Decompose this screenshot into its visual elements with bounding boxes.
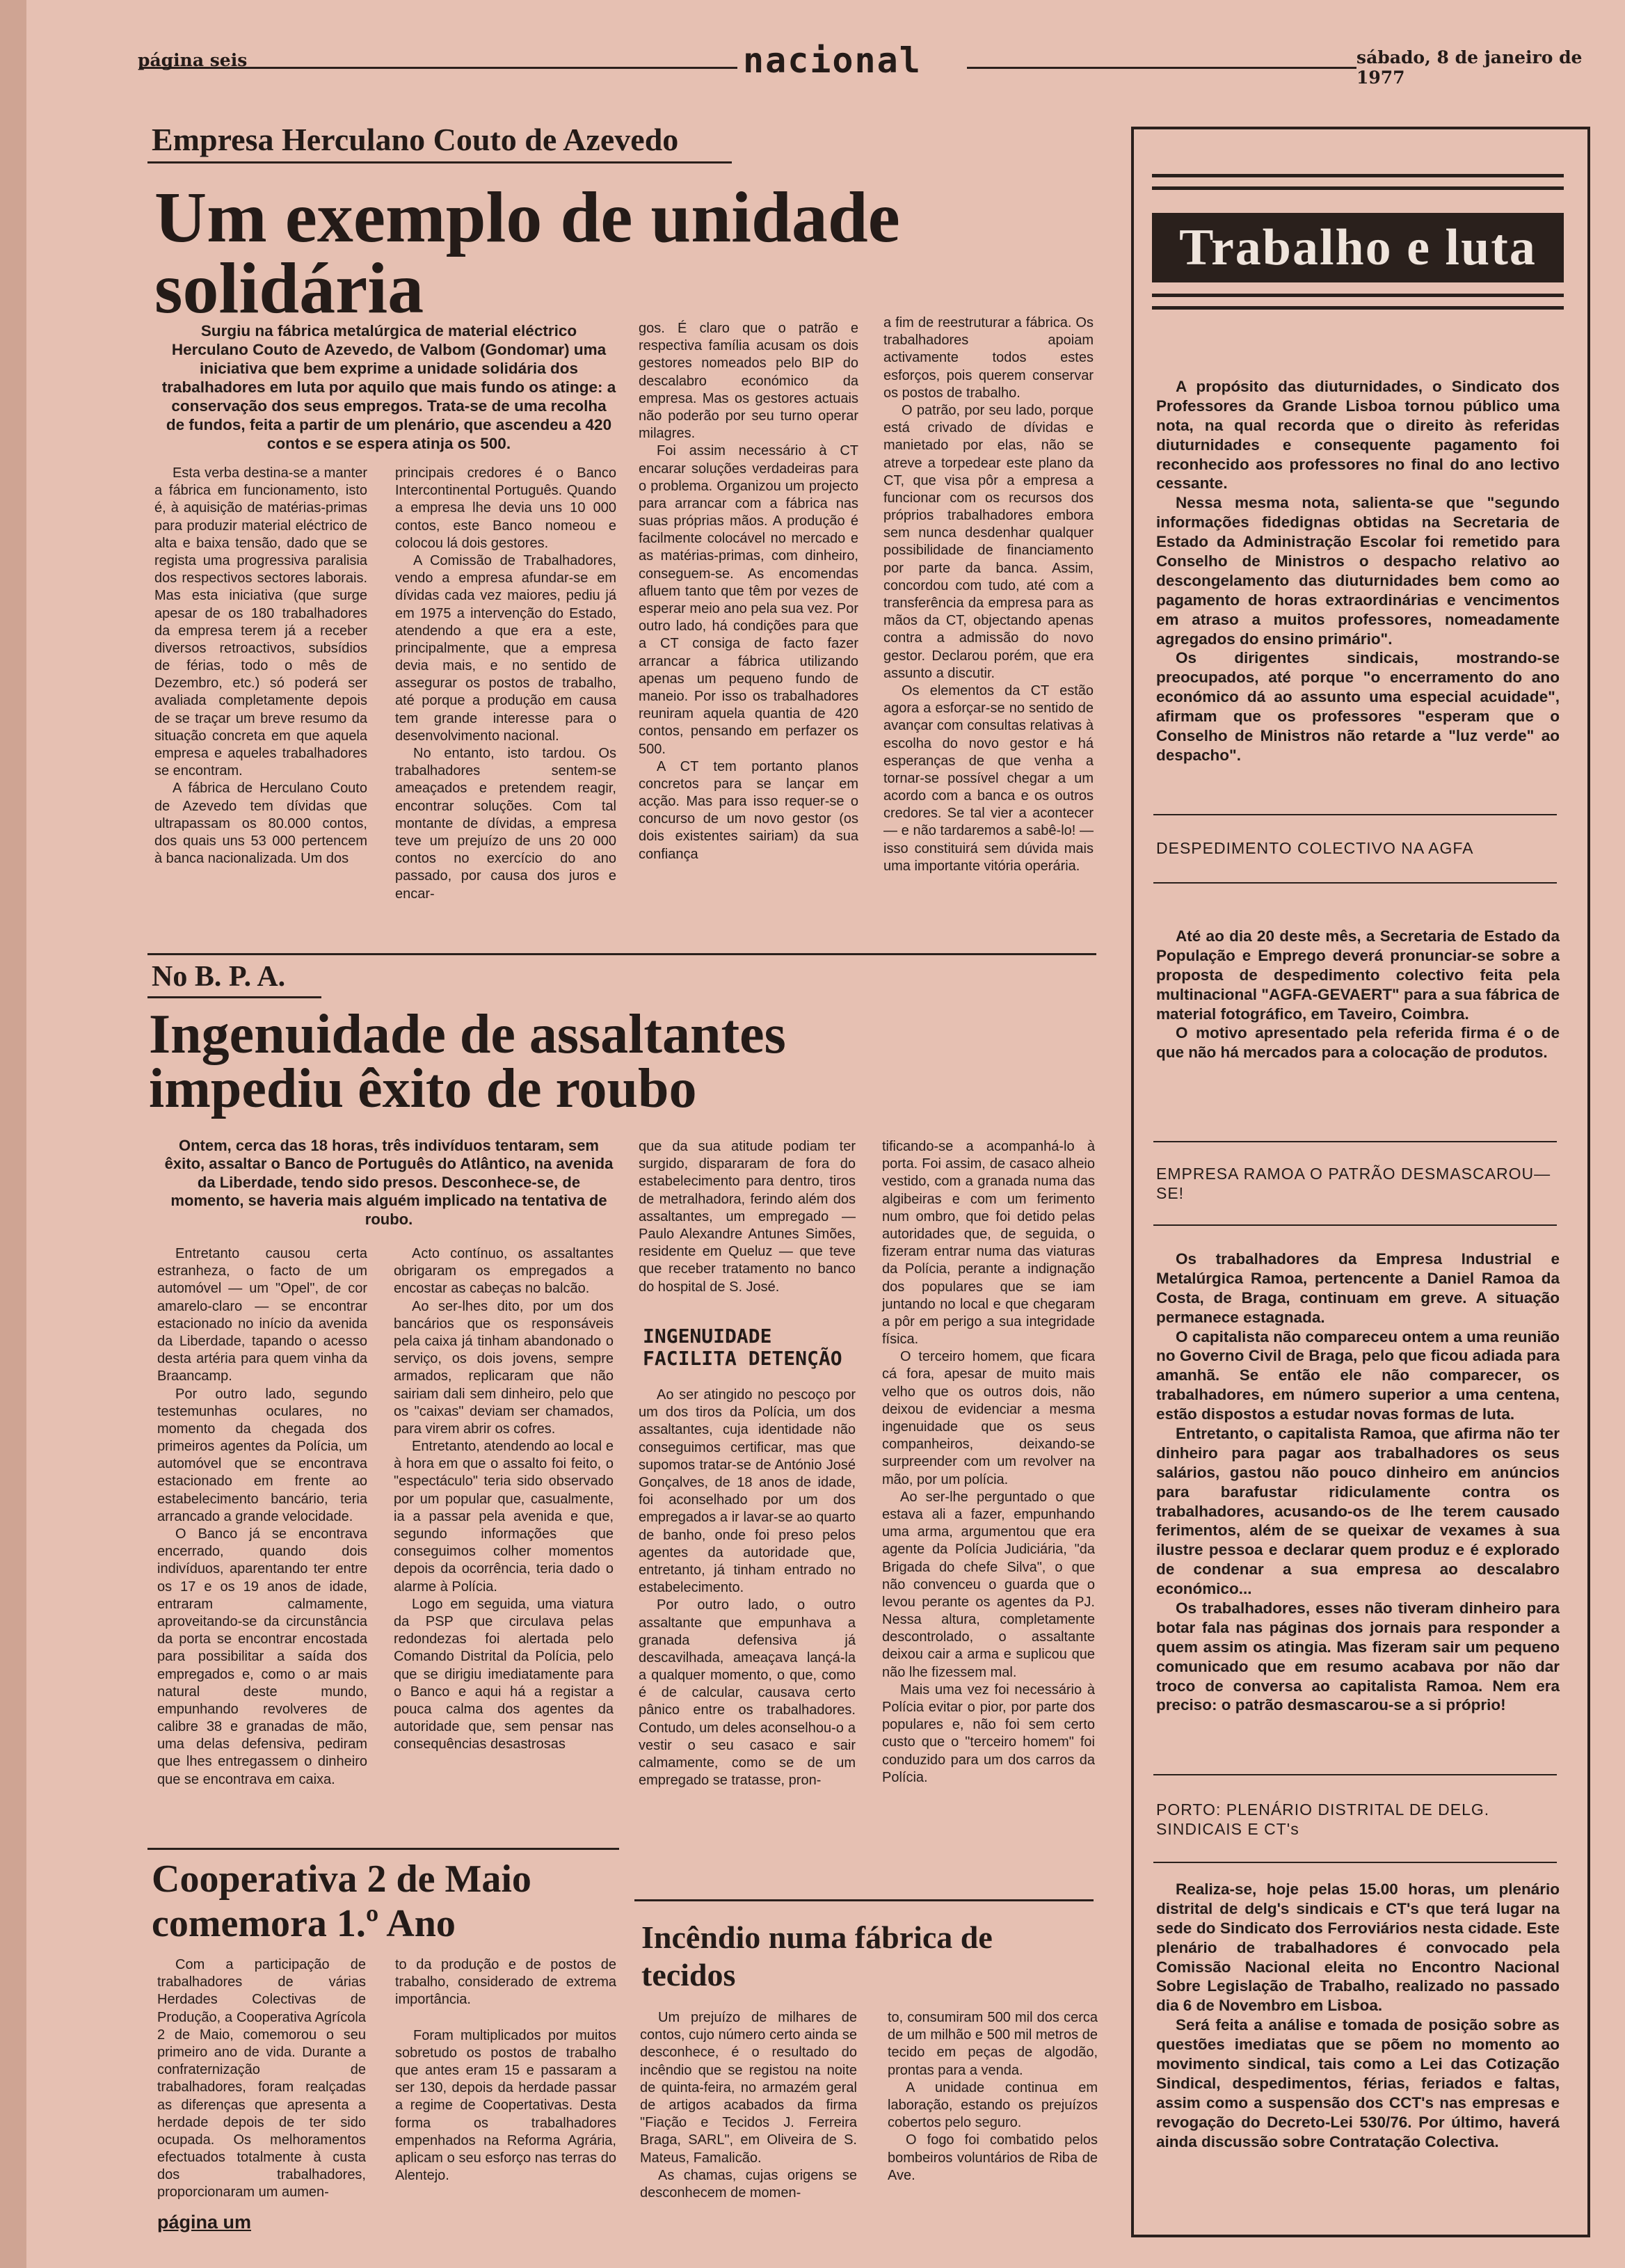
- article2-col4-p2: O terceiro homem, que ficara cá fora, apesar de muito mais velho que os outros dois, não deixou de evidenciar a mesma ingenuidade que os seus companheiros, deixando-se surpreender com um revolver na mão, por um polícia.: [882, 1349, 1095, 1487]
- article2-col2-p2: Ao ser-lhes dito, por um dos bancários que os responsáveis pela caixa já tinham abandonado o serviço, os dois jovens, sempre armados, replicaram que não sairiam dali sem dinheiro, pelo que os "caixas" deviam ser chamados, para virem abrir os cofres.: [394, 1298, 614, 1437]
- sidebar-title-rule-2: [1152, 306, 1564, 310]
- article2-col3-p2: Ao ser atingido no pescoço por um dos tiros da Polícia, um dos assaltantes, cuja identidade não conseguimos certificar, mas que supomos tratar-se de António José Gonçalves, de 18 anos de idade, foi aconselhado por um dos empregados a ir lavar-se ao quarto de banho, onde foi preso pelos agentes da autoridade que, entretanto, já tinham entrado no estabelecimento.: [639, 1387, 856, 1596]
- article3-col1: [157, 1956, 366, 2234]
- section-rule-1: [147, 953, 1096, 955]
- section-rule-2: [147, 1848, 619, 1850]
- article1-col1: [154, 465, 367, 868]
- article4-headline: Incêndio numa fábrica de tecidos: [641, 1919, 993, 1993]
- section-rule-3: [634, 1899, 1094, 1901]
- article4-col2: [888, 2009, 1098, 2185]
- article1-col2-p2: A Comissão de Trabalhadores, vendo a empresa afundar-se em dívidas cada vez maiores, pediu já em 1975 a intervenção do Estado, atendendo a que era a este, principalmente, que a empresa devia mais, e no sentido de assegurar os postos de trabalho, até porque a produção em causa tem grande interesse para o desenvolvimento nacional.: [395, 552, 616, 744]
- sidebar-item1-p1: A propósito das diuturnidades, o Sindicato dos Professores da Grande Lisboa tornou público uma nota, na qual recorda que o direito às referidas diuturnidades e consequente pagamento foi reconhecido aos professores no final do ano lectivo cessante.: [1156, 378, 1560, 493]
- article2-headline: Ingenuidade de assaltantes impediu êxito de roubo: [149, 1004, 786, 1120]
- article1-col1-p2: A fábrica de Herculano Couto de Azevedo tem dívidas que ultrapassam os 80.000 contos, dos quais uns 53 000 pertencem à banca nacionalizada. Um dos: [154, 781, 367, 867]
- sidebar-item3-p1: Os trabalhadores da Empresa Industrial e Metalúrgica Ramoa, pertencente a Daniel Ramoa da Costa, de Braga, continuam em greve. A situação permanece estagnada.: [1156, 1250, 1560, 1326]
- sidebar-divider-2: [1153, 882, 1557, 884]
- article1-kicker: Empresa Herculano Couto de Azevedo: [152, 122, 679, 157]
- article3-headline: Cooperativa 2 de Maio comemora 1.º Ano: [152, 1858, 531, 1945]
- sidebar-divider-5: [1153, 1774, 1557, 1775]
- sidebar-item-diuturnidades: [1156, 377, 1560, 765]
- article2-col2: [394, 1245, 614, 1753]
- sidebar-top-rule-1: [1152, 174, 1564, 177]
- sidebar-item-agfa: [1156, 927, 1560, 1062]
- article2-col4-p4: Mais uma vez foi necessário à Polícia evitar o pior, por parte dos populares e, não foi sem certo custo que o "terceiro homem" foi conduzido para um dos carros da Polícia.: [882, 1682, 1095, 1785]
- sidebar-top-rule-2: [1152, 186, 1564, 190]
- sidebar-divider-6: [1153, 1862, 1557, 1863]
- sidebar-item-porto: [1156, 1880, 1560, 2151]
- sidebar-divider-4: [1153, 1224, 1557, 1226]
- page-edge: [0, 0, 26, 2268]
- article3-col2-p2: Foram multiplicados por muitos sobretudo os postos de trabalho que antes eram 15 e passaram a ser 130, depois da herdade passar a regime de Coopertativas. Desta forma os trabalhadores empenhados na Reforma Agrária, aplicam o seu esforço nas terras do Alentejo.: [395, 2027, 616, 2184]
- article2-kicker: No B. P. A.: [152, 961, 286, 993]
- sidebar-item1-p2: Nessa mesma nota, salienta-se que "segundo informações fidedignas obtidas na Secretaria de Estado da Administração Escolar foi remetido para Conselho de Ministros o despacho relativo ao descongelamento das diuturnidades bem como ao pagamento de horas extraordinárias e vencimentos em atraso a muitos professores, nomeadamente agregados do ensino primário".: [1156, 494, 1560, 648]
- article4-col1-p1: Um prejuízo de milhares de contos, cujo número certo ainda se desconhece, é o resultado do incêndio que se registou na noite de quinta-feira, no armazém geral de artigos acabados da firma "Fiação e Tecidos J. Ferreira Braga, SARL", em Oliveira de S. Mateus, Famalicão.: [640, 2010, 857, 2166]
- article4-col1: [640, 2009, 857, 2202]
- sidebar-divider-1: [1153, 814, 1557, 815]
- article2-col2-p3: Entretanto, atendendo ao local e à hora em que o assalto foi feito, o "espectáculo" teria sido observado por um popular que, casualmente, ia a passar pela avenida e que, segundo informações que conseguimos colher momentos depois da ocorrência, teria dado o alarme à Polícia.: [394, 1439, 614, 1595]
- article1-col2-p3: No entanto, isto tardou. Os trabalhadores sentem-se ameaçados e pretendem reagir, encontrar soluções. Com tal montante de dívidas, a empresa teve um prejuízo de uns 20 000 contos no exercício do ano passado, por causa dos juros e encar-: [395, 746, 616, 902]
- article2-kicker-rule: [147, 996, 321, 998]
- article1-lede: Surgiu na fábrica metalúrgica de material eléctrico Herculano Couto de Azevedo, de Valbom (Gondomar) uma iniciativa que bem exprime a unidade solidária dos trabalhadores em luta por aquilo que mais fundo os atinge: a conservação dos seus empregos. Trata-se de uma recolha de fundos, feita a partir de um plenário, que ascendeu a 420 contos e se espera atinja os 500.: [161, 322, 616, 452]
- sidebar-item3-p4: Os trabalhadores, esses não tiveram dinheiro para botar fala nas páginas dos jornais para responder a quem assim os atingia. Mas fizeram sair um pequeno comunicado que em resumo acabava por não dar troco de conversa ao capitalista Ramoa. Nem era preciso: o patrão desmascarou-se a si próprio!: [1156, 1599, 1560, 1714]
- article2-col1: [157, 1245, 367, 1789]
- article1-kicker-rule: [147, 161, 732, 163]
- article2-col3: [639, 1138, 856, 1789]
- article2-col1-p1: Entretanto causou certa estranheza, o facto de um automóvel — um "Opel", de cor amarelo-claro — se encontrar estacionado no início da avenida da Liberdade, tapando o acesso desta artéria para quem vinha da Braancamp.: [157, 1246, 367, 1384]
- sidebar-title: Trabalho e luta: [1152, 213, 1564, 282]
- article2-lede: Ontem, cerca das 18 horas, três indivíduos tentaram, sem êxito, assaltar o Banco de Português do Atlântico, na avenida da Liberdade, tendo sido presos. Desconhece-se, de momento, se haveria mais alguém implicado na tentativa de roubo.: [164, 1137, 614, 1228]
- article2-col1-p3: O Banco já se encontrava encerrado, quando dois indivíduos, aparentando ter entre os 17 e os 19 anos de idade, entraram calmamente, aproveitando-se da circunstância da porta se encontrar encostada para possibilitar a saída dos empregados e, como o ar mais natural deste mundo, empunhando revolveres de calibre 38 e granadas de mão, uma delas defensiva, pediram que lhes entregassem o dinheiro que se encontrava em caixa.: [157, 1526, 367, 1787]
- sidebar-title-rule-1: [1152, 294, 1564, 297]
- article3-continued: página um: [157, 2211, 252, 2233]
- article2-col4-p3: Ao ser-lhe perguntado o que estava ali a fazer, empunhando uma arma, argumentou que era agente da Polícia Judiciária, "da Brigada do chefe Silva", o que não convenceu o guarda que o levou perante os agentes da PJ. Nessa altura, completamente descontrolado, o assaltante deixou cair a arma e suplicou que não lhe fizessem mal.: [882, 1489, 1095, 1680]
- article1-col4-p3: Os elementos da CT estão agora a esforçar-se no sentido de avançar com consultas relativas à escolha do novo gestor e há esperanças de que venha a tornar-se possível chegar a um acordo com a banca e os outros credores. Se tal vier a acontecer — e não tardaremos a sabê-lo! — isso constituirá sem dúvida mais uma importante vitória operária.: [883, 682, 1094, 874]
- article4-col2-p1: to, consumiram 500 mil dos cerca de um milhão e 500 mil metros de tecido em peças de algodão, prontas para a venda.: [888, 2010, 1098, 2078]
- article4-col2-p2: A unidade continua em laboração, estando os prejuízos cobertos pelo seguro.: [888, 2079, 1098, 2131]
- article1-col3-p1: gos. É claro que o patrão e respectiva família acusam os dois gestores nomeados pelo BIP do descalabro económico da empresa. Mas os gestores actuais não poderão por seu turno operar milagres.: [639, 321, 858, 442]
- article2-col1-p2: Por outro lado, segundo testemunhas oculares, no momento da chegada dos primeiros agentes da Polícia, um automóvel que se encontrava estacionado em frente ao estabelecimento bancário, teria arrancado a grande velocidade.: [157, 1386, 367, 1524]
- article1-col2-p1: principais credores é o Banco Intercontinental Português. Quando a empresa lhe devia uns 10 000 contos, este Banco nomeou e colocou lá dois gestores.: [395, 465, 616, 551]
- article1-col3-p3: A CT tem portanto planos concretos para se lançar em acção. Mas para isso requer-se o concurso de um novo gestor (os dois existentes sairiam) da sua confiança: [639, 758, 858, 862]
- article1-headline: Um exemplo de unidade solidária: [154, 177, 900, 328]
- article1-col4-p1: a fim de reestruturar a fábrica. Os trabalhadores apoiam activamente todos estes esforços, pois querem conservar os postos de trabalho.: [883, 315, 1094, 401]
- sidebar-item4-p1: Realiza-se, hoje pelas 15.00 horas, um plenário distrital de delg's sindicais e CT's que terá lugar na sede do Sindicato dos Ferroviários nesta cidade. Este plenário de trabalhadores é convocado pela Comissão Nacional eleita no Encontro Nacional Sobre Legislação de Trabalho, realizado no passado dia 6 de Novembro em Lisboa.: [1156, 1880, 1560, 2015]
- article2-col4-p1: tificando-se a acompanhá-lo à porta. Foi assim, de casaco alheio vestido, com a granada numa das algibeiras e com um ferimento num ombro, que foi detido pelas autoridades que, de seguida, o fizeram entrar numa das viaturas da Polícia, perante a indignação dos populares que se iam juntando no local e que chegaram a pôr em perigo a sua integridade física.: [882, 1139, 1095, 1348]
- sidebar-item4-p2: Será feita a análise e tomada de posição sobre as questões imediatas que se põem no momento ao movimento sindical, tais como a Lei das Cotização Sindical, despedimentos, férias, feriados e faltas, assim como a suspensão dos CCT's nas empresas e revogação do Decreto-Lei 530/76. Por último, haverá ainda discussão sobre Contratação Colectiva.: [1156, 2016, 1560, 2150]
- article1-col2: [395, 465, 616, 903]
- sidebar-item3-head: EMPRESA RAMOA O PATRÃO DESMASCAROU—SE!: [1156, 1165, 1551, 1202]
- article2-subhead: INGENUIDADE FACILITA DETENÇÃO: [643, 1324, 842, 1370]
- sidebar-item1-p3: Os dirigentes sindicais, mostrando-se preocupados, até porque "o encerramento do ano económico dá ao assunto uma especial acuidade", afirmam que os professores "esperam que o Conselho de Ministros não retarde a "luz verde" ao despacho".: [1156, 649, 1560, 764]
- article1-col4: [883, 314, 1094, 875]
- article3-col2-p1: to da produção e de postos de trabalho, considerado de extrema importância.: [395, 1957, 616, 2008]
- sidebar-item2-p1: Até ao dia 20 deste mês, a Secretaria de Estado da População e Emprego deverá pronunciar-se sobre a proposta de despedimento colectivo feita pela multinacional "AGFA-GEVAERT" para a sua fábrica de material fotográfico, em Taveiro, Coimbra.: [1156, 927, 1560, 1023]
- sidebar-item-ramoa: [1156, 1249, 1560, 1715]
- article2-col4: [882, 1138, 1095, 1787]
- sidebar-item2-p2: O motivo apresentado pela referida firma é o de que não há mercados para a colocação de produtos.: [1156, 1024, 1560, 1062]
- header-rule-right: [967, 67, 1356, 69]
- sidebar-item3-p3: Entretanto, o capitalista Ramoa, que afirma não ter dinheiro para pagar aos trabalhadores os seus salários, gastou não pouco dinheiro em anúncios para barafustar ridiculamente contra os trabalhadores, acusando-os de lhe terem causado ferimentos, além de se queixar de vexames à sua ilustre pessoa e declarar quem produz e é explorado de condenar a sua empresa ao descalabro económico...: [1156, 1425, 1560, 1598]
- article2-col3-p3: Por outro lado, o outro assaltante que empunhava a granada defensiva já descavilhada, ameaçava lançá-la a qualquer momento, o que, como é de calcular, causava certo pânico entre os trabalhadores. Contudo, um deles aconselhou-o a vestir o seu casaco e sair calmamente, como se de um empregado se tratasse, pron-: [639, 1597, 856, 1789]
- sidebar-item3-p2: O capitalista não compareceu ontem a uma reunião no Governo Civil de Braga, pelo que ficou adiada para amanhã. Se então ele não comparecer, os trabalhadores, em número superior a uma centena, estão dispostos a estudar novas formas de luta.: [1156, 1327, 1560, 1423]
- article3-col2: [395, 1956, 616, 2185]
- article3-col1-p1: Com a participação de trabalhadores de várias Herdades Colectivas de Produção, a Cooperativa Agrícola 2 de Maio, comemorou o seu primeiro ano de vida. Durante a confraternização de trabalhadores, foram realçadas as diferenças que apresenta a herdade depois de ter sido ocupada. Os melhoramentos efectuados totalmente à custa dos trabalhadores, proporcionaram um aumen-: [157, 1957, 366, 2201]
- article1-col3: [639, 320, 858, 863]
- article1-col4-p2: O patrão, por seu lado, porque está crivado de dívidas e manietado por elas, não se atreve a torpedear este plano da CT, que visa pôr a empresa a funcionar com os recursos dos próprios trabalhadores embora sem nunca desdenhar qualquer possibilidade de financiamento por parte da banca. Assim, concordou com tudo, até com a transferência da empresa para as mãos da CT, objectando apenas contra a admissão do novo gestor. Declarou porém, que era assunto a discutir.: [883, 402, 1094, 681]
- sidebar-item4-head: PORTO: PLENÁRIO DISTRITAL DE DELG. SINDICAIS E CT's: [1156, 1800, 1490, 1838]
- sidebar-divider-3: [1153, 1141, 1557, 1142]
- sidebar-item2-head: DESPEDIMENTO COLECTIVO NA AGFA: [1156, 839, 1474, 857]
- article1-col1-p1: Esta verba destina-se a manter a fábrica em funcionamento, isto é, à aquisição de matérias-primas para produzir material eléctrico de alta e baixa tensão, dado que se regista uma progressiva paralisia dos respectivos sectores laborais. Mas esta iniciativa (que surge apesar de os 180 trabalhadores da empresa terem já a receber diversos retroactivos, subsídios de férias, todo o mês de Dezembro, etc.) só poderá ser avaliada completamente depois de se traçar um breve resumo da situação concreta em que aquela empresa e aqueles trabalhadores se encontram.: [154, 465, 367, 779]
- article2-col2-p4: Logo em seguida, uma viatura da PSP que circulava pelas redondezas foi alertada pelo Comando Distrital da Polícia, pelo que se dirigiu imediatamente para o Banco e aqui há a registar a pouca calma dos agentes da autoridade que, sem pensar nas consequências desastrosas: [394, 1596, 614, 1752]
- section-title: nacional: [737, 40, 927, 81]
- page-label: página seis: [138, 50, 248, 70]
- issue-date: sábado, 8 de janeiro de 1977: [1356, 47, 1583, 88]
- article1-col3-p2: Foi assim necessário à CT encarar soluções verdadeiras para o problema. Organizou um projecto para arrancar com a fábrica nas suas próprias mãos. A produção é facilmente colocável no mercado e as matérias-primas, com dinheiro, conseguem-se. As encomendas afluem tanto que têm por vezes de esperar meio ano pela sua vez. Por outro lado, há condições para que a CT consiga de facto fazer arrancar a fábrica utilizando apenas um pequeno fundo de maneio. Por isso os trabalhadores reuniram aquela quantia de 420 contos, pensando em perfazer os 500.: [639, 443, 858, 757]
- article2-col3-p1: que da sua atitude podiam ter surgido, dispararam de fora do estabelecimento para dentro, tiros de metralhadora, ferindo além dos assaltantes, um empregado — Paulo Alexandre Antunes Simões, residente em Queluz — que teve que receber tratamento no banco do hospital de S. José.: [639, 1139, 856, 1295]
- article4-col1-p2: As chamas, cujas origens se desconhecem de momen-: [640, 2167, 857, 2201]
- article4-col2-p3: O fogo foi combatido pelos bombeiros voluntários de Riba de Ave.: [888, 2132, 1098, 2183]
- article2-col2-p1: Acto contínuo, os assaltantes obrigaram os empregados a encostar as cabeças no balcão.: [394, 1246, 614, 1297]
